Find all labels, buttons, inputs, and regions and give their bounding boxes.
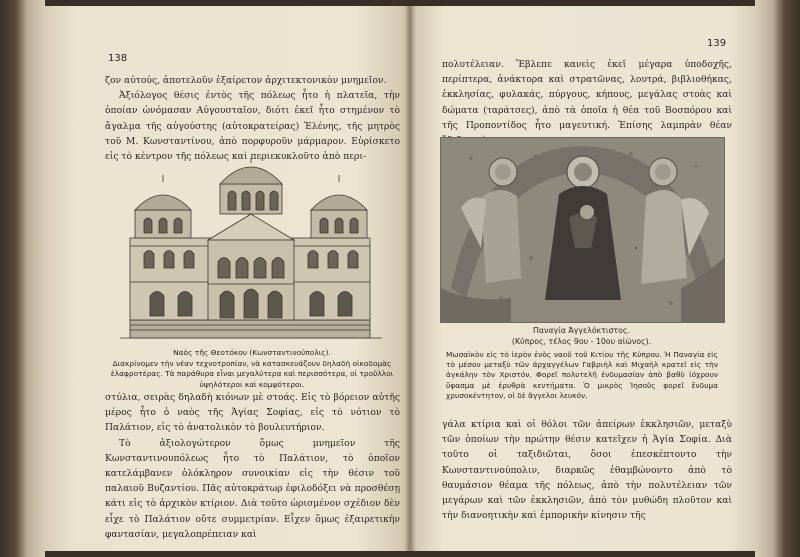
paragraph: πολυτέλειαν. Ἔβλεπε κανεὶς ἐκεῖ μέγαρα ὑποδοχῆς, περίπτερα, ἀνάκτορα καὶ στρατῶνας, λουτρά, βιβλιοθήκας, ἐκκλησίας, φυλακάς, πύργους, κήπους, μεγάλας στοὰς καὶ δώματα (ταράτσες), ἀπὸ τὰ ὁποῖα ἡ θέα τοῦ Βοσπόρου καὶ τῆς Προποντίδος ἦτο μαγευτική. Ἐπίσης λαμπρὰν θέαν (442, 59, 732, 131)
paragraph: ζον αὐτούς, ἀποτελοῦν ἐξαίρετον ἀρχιτεκτονικὸν μνημεῖον. (105, 75, 387, 86)
caption-title: Παναγία Ἀγγελόκτιστος. (533, 326, 630, 335)
left-page (45, 6, 410, 551)
page-number-right: 139 (707, 38, 727, 49)
paragraph: Ἀξιόλογος θέσις ἐντὸς τῆς πόλεως ἦτο ἡ πλατεῖα, τὴν ὁποίαν ὠνόμασαν Αὐγουσταῖον, διότι ἐκεῖ ἦτο στημένον τὸ ἄγαλμα τῆς αὐγούστης (αὐτοκρατείρας) Ἑλένης, τῆς μητρὸς τοῦ Μ. Κωνσταντίνου, ἀπὸ πορφυροῦν μάρμαρον. Εὑρίσκετο εἰς τὸ κέντρον τῆς πόλεως καὶ περιεκυκλοῦτο ἀπὸ περι- (105, 90, 400, 163)
caption-title: Ναὸς τῆς Θεοτόκου (Κωνσταντινούπολις). (173, 348, 331, 357)
paragraph: γάλα κτίρια καὶ οἱ θόλοι τῶν ἀπείρων ἐκκλησιῶν, μεταξὺ τῶν ὁποίων τὴν πρώτην θέσιν κατεῖχεν ἡ Ἁγία Σοφία. Διὰ τοῦτο οἱ ταξιδιῶται, ὅσοι ἐπεσκέπτοντο τὴν Κωνσταντινούπολιν, διαρκῶς ἐθαμβώνοντο ἀπὸ τὸ θαυμάσιον θέαμα τῆς πόλεως, ἀπὸ τὴν πολυτέλειαν τῶν μεγάρων καὶ τῶν ἐκκλησιῶν, ἀπὸ τὸν μυθώδη πλοῦτον καὶ τὴν διανοητικὴν καὶ ἐμπορικὴν κίνησιν τῆς (442, 419, 732, 522)
left-bottom-text (105, 390, 400, 542)
left-figure-caption (107, 348, 397, 390)
right-page-edges (755, 0, 800, 557)
right-page (410, 6, 755, 551)
paragraph: στύλια, σειρὰς δηλαδὴ κιόνων μὲ στοάς. Εἰς τὸ βόρειον αὐτῆς μέρος ἦτο ὁ ναὸς τῆς Ἁγίας Σοφίας, εἰς τὸ νότιον τὸ Παλάτιον, εἰς τὸ ἀνατολικὸν τὸ βουλευτήριον. (105, 392, 400, 434)
page-number-left: 138 (108, 53, 128, 64)
right-bottom-text (442, 417, 732, 523)
right-figure-caption (440, 326, 723, 347)
caption-text: Διακρίνομεν τὴν νέαν τεχνοτροπίαν, νὰ κατασκευάζουν δηλαδὴ οἰκοδομὰς ἐλαφροτέρας. Τὰ παράθυρα εἶναι μεγαλύτερα καὶ περισσότερα, οἱ τροῦλλοι ὑψηλότεροι καὶ κομψότεροι. (110, 358, 394, 389)
left-top-text (105, 73, 400, 164)
book-gutter (404, 6, 416, 551)
mosaic-photo-figure (440, 137, 725, 323)
caption-subtitle: (Κύπρος, τέλος 9ου - 10ου αἰῶνος). (511, 336, 652, 346)
right-top-text (442, 57, 732, 148)
paragraph: Τὸ ἀξιολογώτερον ὅμως μνημεῖον τῆς Κωνσταντινουπόλεως ἦτο τὸ Παλάτιον, τὸ ὁποῖον κατελάμβανεν ὁλόκληρον συνοικίαν εἰς τὴν θέσιν τοῦ παλαιοῦ Βυζαντίου. Πᾶς αὐτοκράτωρ ἐφιλοδόξει νὰ προσθέσῃ κάτι εἰς τὸ ἀρχικὸν κτίριον. Διὰ τοῦτο ὡρισμένον σχέδιον δὲν εἶχε τὸ Παλάτιον οὔτε συμμετρίαν. Εἶχεν ὅμως ἐξαιρετικὴν φαντασίαν, μεγαλοπρέπειαν καὶ (105, 437, 400, 540)
right-caption-text: Μωσαϊκὸν εἰς τὸ ἱερὸν ἑνὸς ναοῦ τοῦ Κιτίου τῆς Κύπρου. Ἡ Παναγία εἰς τὸ μέσον μεταξὺ τῶν ἀρχαγγέλων Γαβριὴλ καὶ Μιχαὴλ κρατεῖ εἰς τὴν ἀγκάλην τὸν Χριστόν. Φορεῖ πολυτελῆ ἐνδυμασίαν ἀπὸ βαθὺ ἰόχρουν ὕφασμα μὲ ἐρυθρὰ κεντήματα. Ὁ μικρὸς Ἰησοῦς φορεῖ ἔνδυμα χρυσοκέντητον, οἱ δὲ ἄγγελοι λευκόν. (446, 350, 718, 400)
left-page-edges (0, 0, 45, 557)
church-engraving-figure (120, 158, 382, 344)
